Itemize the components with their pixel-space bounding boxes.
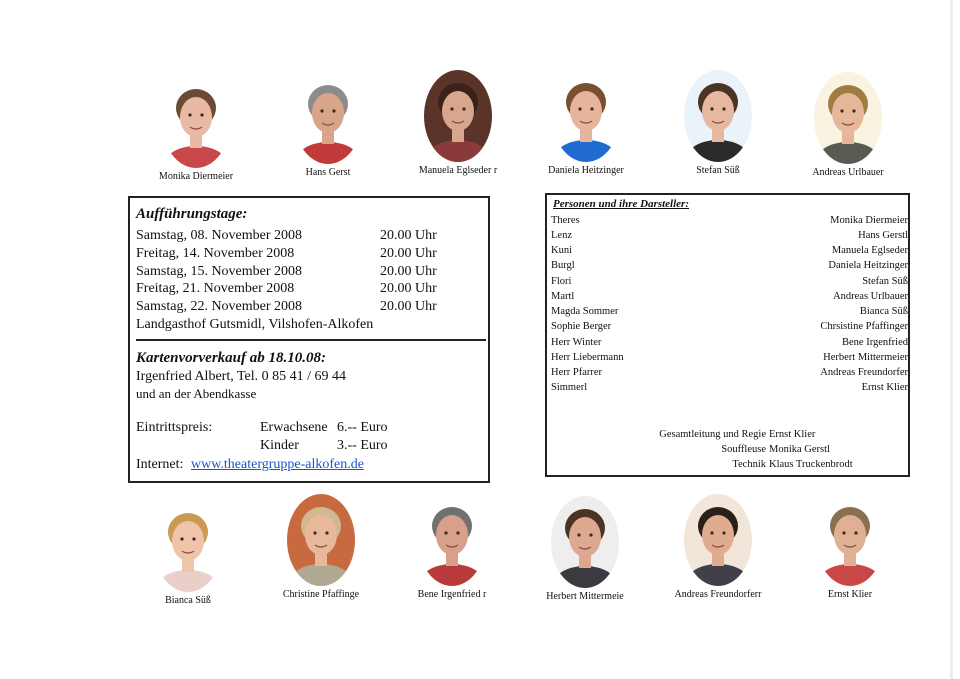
performance-time: 20.00 Uhr [380, 281, 437, 296]
eye-shape [462, 107, 465, 110]
actor-name: Daniela Heitzinger [828, 260, 908, 271]
face-shape [312, 93, 344, 133]
performances-heading: Aufführungstage: [136, 206, 248, 222]
portrait-caption: Ernst Klier [827, 589, 873, 600]
cast-box [545, 193, 910, 477]
actor-name: Monika Diermeier [830, 215, 908, 226]
face-shape [832, 93, 864, 133]
performance-date: Samstag, 22. November 2008 [136, 299, 303, 314]
crew-name: Ernst Klier [769, 429, 816, 440]
section-divider [136, 339, 486, 341]
portrait-herbert-mittermeier [535, 496, 635, 602]
role-name: Sophie Berger [551, 321, 612, 332]
portrait-andreas-urlbauer [798, 72, 898, 178]
eye-shape [192, 537, 195, 540]
role-name: Martl [551, 291, 575, 302]
portrait-ernst-klier [800, 494, 900, 600]
performance-info-box [128, 196, 490, 483]
portrait-caption: Andreas Urlbauer [812, 167, 884, 178]
face-shape [834, 515, 866, 555]
eye-shape [332, 109, 335, 112]
performance-date: Freitag, 14. November 2008 [136, 246, 295, 261]
portrait-photo [684, 494, 752, 586]
performance-time: 20.00 Uhr [380, 228, 437, 243]
actor-name: Ernst Klier [861, 382, 908, 393]
actor-name: Bene Irgenfried [842, 337, 908, 348]
role-name: Burgl [551, 260, 575, 271]
portrait-caption: Monika Diermeier [158, 171, 234, 182]
portrait-caption: Bene Irgenfried r [417, 589, 487, 600]
crew-label: Technik [732, 459, 766, 470]
role-name: Flori [551, 276, 572, 287]
portrait-caption: Bianca Süß [165, 595, 211, 606]
eye-shape [590, 107, 593, 110]
cast-row [551, 321, 908, 336]
portrait-photo [424, 70, 492, 162]
child-price: 3.-- Euro [337, 438, 388, 453]
eye-shape [589, 533, 592, 536]
role-name: Herr Liebermann [551, 352, 624, 363]
eye-shape [450, 107, 453, 110]
role-name: Herr Pfarrer [551, 367, 603, 378]
face-shape [702, 91, 734, 131]
cast-row [551, 367, 908, 382]
eye-shape [577, 533, 580, 536]
face-shape [569, 517, 601, 557]
portrait-photo [816, 494, 884, 586]
child-price-label: Kinder [260, 438, 299, 453]
actor-name: Hans Gerstl [858, 230, 908, 241]
eye-shape [842, 531, 845, 534]
portrait-caption: Stefan Süß [696, 165, 740, 176]
eye-shape [852, 109, 855, 112]
face-shape [172, 521, 204, 561]
eye-shape [325, 531, 328, 534]
portrait-caption: Christine Pfaffinge [282, 589, 360, 600]
face-shape [442, 91, 474, 131]
cast-row [551, 306, 908, 321]
portrait-stefan-suess [668, 70, 768, 176]
face-shape [180, 97, 212, 137]
eye-shape [722, 531, 725, 534]
role-name: Herr Winter [551, 337, 602, 348]
face-shape [305, 515, 337, 555]
portrait-caption: Andreas Freundorferr [674, 589, 762, 600]
portrait-photo [814, 72, 882, 164]
portrait-photo [552, 70, 620, 162]
eye-shape [456, 531, 459, 534]
portrait-bianca-suess [138, 500, 238, 606]
face-shape [436, 515, 468, 555]
cast-row [551, 337, 908, 352]
cast-row [551, 260, 908, 275]
portrait-caption: Daniela Heitzinger [548, 165, 624, 176]
actor-name: Andreas Freundorfer [820, 367, 908, 378]
cast-row [551, 245, 908, 260]
eye-shape [180, 537, 183, 540]
crew-row-technics [547, 459, 908, 474]
portrait-photo [154, 500, 222, 592]
price-label: Eintrittspreis: [136, 420, 213, 435]
cast-row [551, 291, 908, 306]
eye-shape [320, 109, 323, 112]
portrait-photo [162, 76, 230, 168]
portrait-hans-gerst [278, 72, 378, 178]
eye-shape [578, 107, 581, 110]
crew-label: Gesamtleitung und Regie [659, 429, 766, 440]
actor-name: Stefan Süß [862, 276, 908, 287]
actor-name: Bianca Süß [859, 306, 908, 317]
portrait-photo [684, 70, 752, 162]
crew-name: Klaus Truckenbrodt [769, 459, 853, 470]
portrait-bene-irgenfried [402, 494, 502, 600]
cast-row [551, 230, 908, 245]
role-name: Simmerl [551, 382, 588, 393]
crew-name: Monika Gerstl [769, 444, 830, 455]
actor-name: Chrsistine Pfaffinger [820, 321, 908, 332]
venue: Landgasthof Gutsmidl, Vilshofen-Alkofen [136, 317, 374, 332]
eye-shape [840, 109, 843, 112]
actor-name: Andreas Urlbauer [833, 291, 908, 302]
portrait-caption: Herbert Mittermeie [546, 591, 624, 602]
role-name: Magda Sommer [551, 306, 619, 317]
presale-heading: Kartenvorverkauf ab 18.10.08: [136, 350, 326, 366]
portrait-caption: Hans Gerst [305, 167, 351, 178]
portrait-andreas-freundorfer [668, 494, 768, 600]
adult-price: 6.-- Euro [337, 420, 388, 435]
performance-date: Samstag, 15. November 2008 [136, 264, 303, 279]
actor-name: Herbert Mittermeier [823, 352, 908, 363]
internet-label: Internet: [136, 457, 184, 472]
portrait-photo [551, 496, 619, 588]
cast-row [551, 215, 908, 230]
performance-date: Samstag, 08. November 2008 [136, 228, 303, 243]
cast-row [551, 276, 908, 291]
actor-name: Manuela Eglseder [831, 245, 908, 256]
presale-box-office: und an der Abendkasse [136, 386, 257, 401]
role-name: Theres [551, 215, 580, 226]
website-link[interactable]: www.theatergruppe-alkofen.de [191, 457, 364, 472]
portrait-caption: Manuela Eglseder r [418, 165, 498, 176]
eye-shape [710, 107, 713, 110]
performance-time: 20.00 Uhr [380, 264, 437, 279]
eye-shape [722, 107, 725, 110]
eye-shape [313, 531, 316, 534]
cast-heading: Personen und ihre Darsteller: [553, 198, 689, 210]
portrait-monika-diermeier [146, 76, 246, 182]
crew-row-prompter [547, 444, 908, 459]
role-name: Lenz [551, 230, 572, 241]
portrait-photo [294, 72, 362, 164]
performance-time: 20.00 Uhr [380, 299, 437, 314]
adult-price-label: Erwachsene [260, 420, 328, 435]
page-edge [950, 0, 953, 679]
portrait-christine-pfaffinger [271, 494, 371, 600]
portrait-daniela-heitzinger [536, 70, 636, 176]
portrait-manuela-eglseder [408, 70, 508, 176]
cast-row [551, 352, 908, 367]
crew-label: Souffleuse [721, 444, 766, 455]
face-shape [702, 515, 734, 555]
eye-shape [188, 113, 191, 116]
portrait-photo [287, 494, 355, 586]
performance-time: 20.00 Uhr [380, 246, 437, 261]
eye-shape [710, 531, 713, 534]
eye-shape [200, 113, 203, 116]
eye-shape [854, 531, 857, 534]
role-name: Kuni [551, 245, 572, 256]
performance-date: Freitag, 21. November 2008 [136, 281, 295, 296]
cast-row [551, 382, 908, 397]
face-shape [570, 91, 602, 131]
crew-row-direction [547, 429, 908, 444]
presale-contact: Irgenfried Albert, Tel. 0 85 41 / 69 44 [136, 369, 347, 384]
portrait-photo [418, 494, 486, 586]
eye-shape [444, 531, 447, 534]
